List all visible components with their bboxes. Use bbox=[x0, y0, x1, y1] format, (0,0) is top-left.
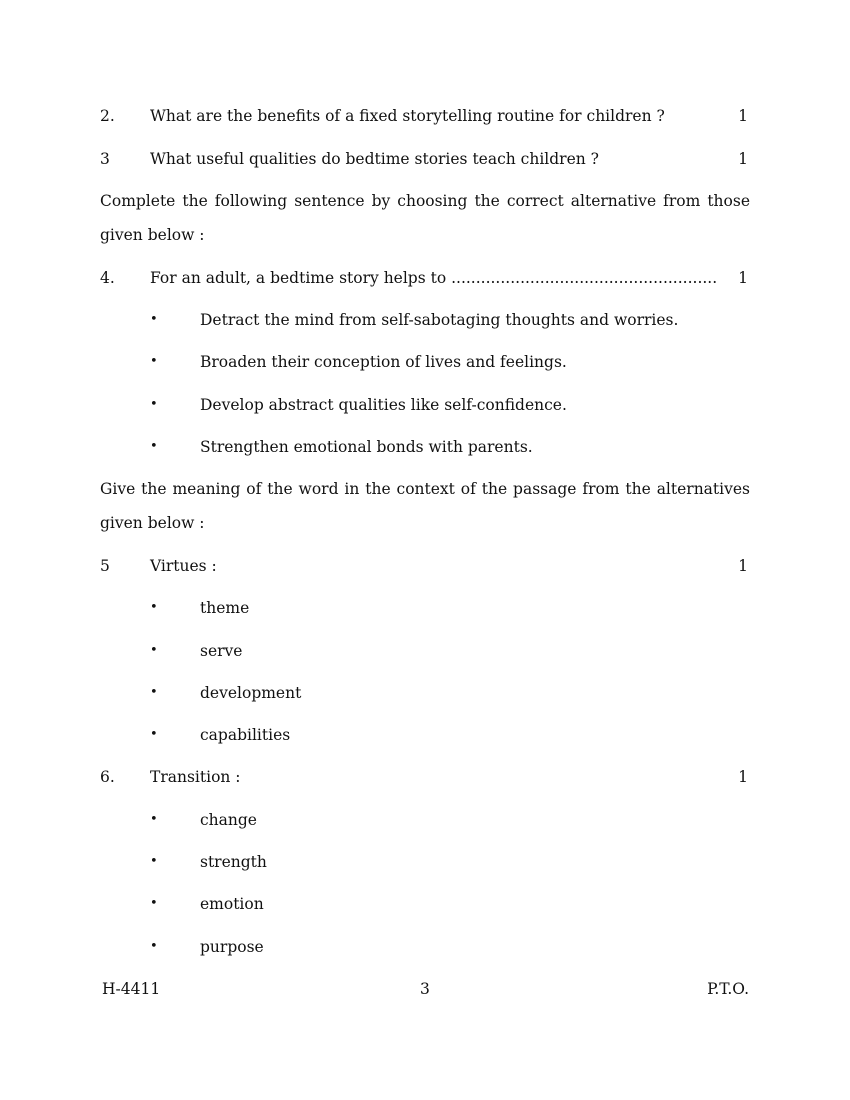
option-text: Broaden their conception of lives and feelings. bbox=[200, 353, 567, 371]
bullet-icon: • bbox=[150, 312, 158, 327]
question-marks: 1 bbox=[738, 557, 748, 575]
question-text: What are the benefits of a fixed storytelling routine for children ? bbox=[150, 107, 665, 125]
question-number: 6. bbox=[100, 768, 115, 786]
question-3 bbox=[100, 147, 750, 171]
bullet-icon: • bbox=[150, 812, 158, 827]
question-number: 2. bbox=[100, 107, 115, 125]
bullet-icon: • bbox=[150, 600, 158, 615]
instruction-complete-sentence: Complete the following sentence by choosing the correct alternative from those given below : bbox=[100, 192, 750, 244]
option-text: change bbox=[200, 811, 257, 829]
paper-code: H-4411 bbox=[102, 980, 161, 998]
option-text: development bbox=[200, 684, 302, 702]
bullet-icon: • bbox=[150, 439, 158, 454]
question-4 bbox=[100, 266, 750, 290]
bullet-icon: • bbox=[150, 727, 158, 742]
page-number: 3 bbox=[420, 980, 430, 998]
question-number: 3 bbox=[100, 150, 110, 168]
bullet-icon: • bbox=[150, 354, 158, 369]
option-text: Develop abstract qualities like self-confidence. bbox=[200, 396, 567, 414]
option-text: capabilities bbox=[200, 726, 291, 744]
question-6 bbox=[100, 765, 750, 789]
bullet-icon: • bbox=[150, 397, 158, 412]
instruction-word-meaning: Give the meaning of the word in the context of the passage from the alternatives given below : bbox=[100, 480, 750, 532]
question-text: Transition : bbox=[150, 768, 241, 786]
question-marks: 1 bbox=[738, 269, 748, 287]
option-text: theme bbox=[200, 599, 250, 617]
option-text: Detract the mind from self-sabotaging thoughts and worries. bbox=[200, 311, 679, 329]
bullet-icon: • bbox=[150, 896, 158, 911]
please-turn-over: P.T.O. bbox=[707, 980, 749, 998]
bullet-icon: • bbox=[150, 685, 158, 700]
question-marks: 1 bbox=[738, 150, 748, 168]
question-number: 5 bbox=[100, 557, 110, 575]
question-text: Virtues : bbox=[150, 557, 217, 575]
option-text: serve bbox=[200, 642, 243, 660]
bullet-icon: • bbox=[150, 643, 158, 658]
option-text: emotion bbox=[200, 895, 264, 913]
question-text: What useful qualities do bedtime stories teach children ? bbox=[150, 150, 599, 168]
option-text: strength bbox=[200, 853, 267, 871]
bullet-icon: • bbox=[150, 939, 158, 954]
question-number: 4. bbox=[100, 269, 115, 287]
question-marks: 1 bbox=[738, 107, 748, 125]
question-2 bbox=[100, 104, 750, 128]
bullet-icon: • bbox=[150, 854, 158, 869]
option-text: Strengthen emotional bonds with parents. bbox=[200, 438, 533, 456]
question-5 bbox=[100, 554, 750, 578]
option-text: purpose bbox=[200, 938, 264, 956]
question-text: For an adult, a bedtime story helps to ...................................................... bbox=[150, 269, 718, 287]
question-marks: 1 bbox=[738, 768, 748, 786]
